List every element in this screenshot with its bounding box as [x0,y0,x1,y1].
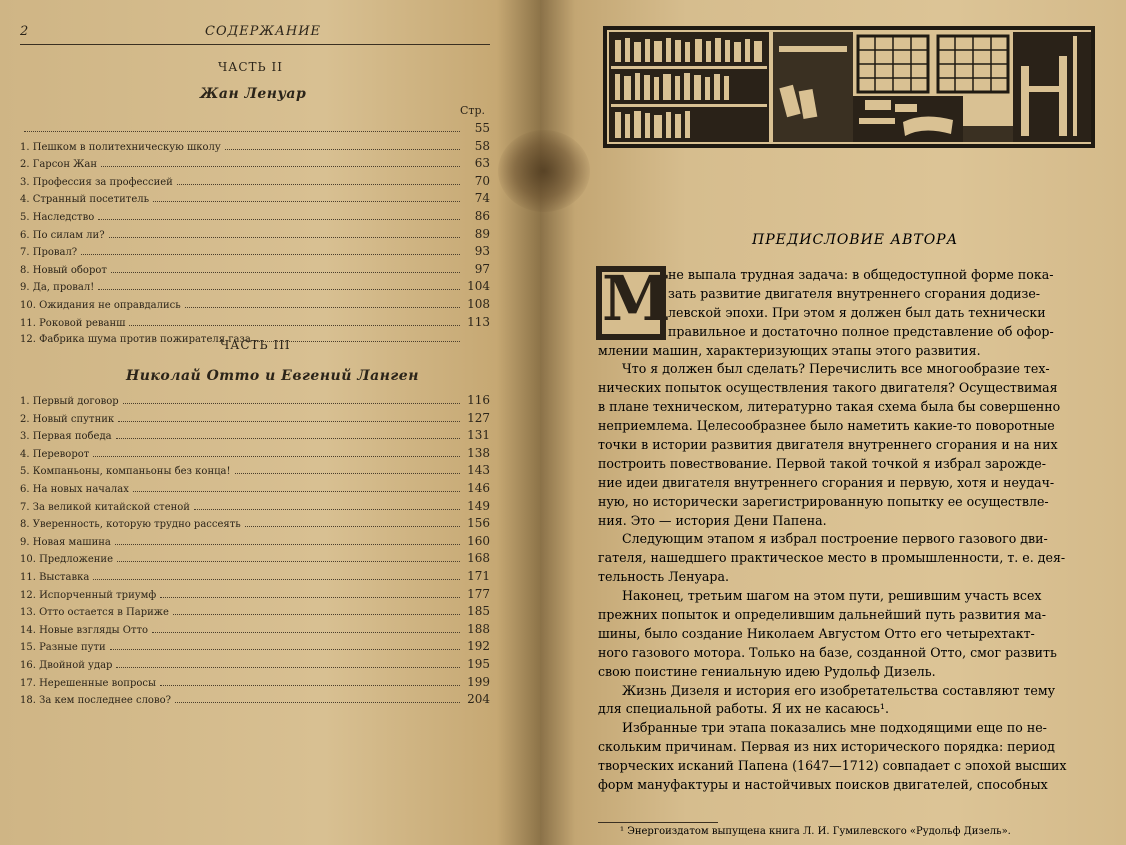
toc-dot-leader [93,578,460,580]
toc-dot-leader [111,271,460,273]
page-number: 2 [20,24,29,39]
part-3-title: Николай Отто и Евгений Ланген [126,368,419,384]
toc-entry-page: 127 [467,410,490,425]
toc-dot-leader [175,701,460,703]
toc-entry-page: 156 [467,516,490,531]
toc-entry-page: 55 [474,121,490,135]
toc-entry-title: 17. Нерешенные вопросы [20,677,156,689]
toc-entry-page: 149 [467,498,490,513]
preface-line: тельность Ленуара. [598,569,729,585]
toc-entry-title: 11. Роковой реванш [20,317,126,329]
toc-entry [20,296,490,314]
toc-entry-page: 113 [467,314,490,329]
toc-dot-leader [24,130,460,132]
toc-dot-leader [177,183,460,185]
toc-entry [20,120,490,138]
toc-dot-leader [123,402,460,404]
toc-entry-title: 5. Наследство [20,211,95,223]
toc-entry-title: 1. Пешком в политехническую школу [20,141,221,153]
toc-entry [20,656,490,674]
toc-dot-leader [117,560,460,562]
preface-line: творческих исканий Папена (1647—1712) совпадает с эпохой высших [598,758,1067,774]
toc-entry-page: 146 [467,480,490,495]
preface-line: правильное и достаточно полное представление об офор- [668,323,1054,339]
toc-entry-page: 74 [474,191,490,206]
preface-line: млении машин, характеризующих этапы этого развития. [598,342,981,358]
toc-entry [20,515,490,533]
toc-dot-leader [110,648,460,650]
toc-entry [20,392,490,410]
toc-entry-page: 108 [467,296,490,311]
preface-body [598,266,1094,795]
toc-dot-leader [235,472,460,474]
preface-line: шины, было создание Николаем Августом Отто его четырехтакт- [598,625,1035,641]
library-woodcut-illustration [603,26,1095,148]
part-2-label: ЧАСТЬ II [218,60,283,74]
toc-entry-page: 199 [467,674,490,689]
toc-entry-page: 143 [467,463,490,478]
toc-entry-page: 89 [474,226,490,241]
toc-entry-title: 16. Двойной удар [20,659,113,671]
toc-dot-leader [98,218,460,220]
preface-line: не выпала трудная задача: в общедоступной форме пока- [668,267,1054,282]
toc-entry-title: 4. Странный посетитель [20,194,150,206]
page-column-label: Стр. [460,104,486,117]
toc-entry [20,243,490,261]
toc-entry-title: 6. На новых началах [20,483,129,495]
toc-entry [20,261,490,279]
toc-entry-page: 177 [467,586,490,601]
toc-entry-page: 58 [474,138,490,153]
toc-entry-title: 3. Первая победа [20,431,112,443]
preface-line: неприемлема. Целесообразнее было наметить какие-то поворотные [598,418,1055,434]
toc-entry-title: 14. Новые взгляды Отто [20,624,149,636]
toc-dot-leader [93,455,460,457]
toc-entry-page: 188 [467,621,490,636]
toc-entry-title: 18. За кем последнее слово? [20,695,171,707]
toc-entry-page: 168 [467,551,490,566]
toc-dot-leader [81,253,460,255]
toc-entry-page: 131 [467,428,490,443]
toc-entry-title: 7. За великой китайской стеной [20,501,190,513]
toc-entry-page: 204 [467,692,490,707]
toc-entry-title: 4. Переворот [20,448,90,460]
toc-entry [20,226,490,244]
toc-entry [20,190,490,208]
toc-entry [20,638,490,656]
toc-entry [20,691,490,709]
preface-line: левской эпохи. При этом я должен был дать технически [668,304,1046,320]
toc-entry-title: 12. Фабрика шума против пожирателя газа [20,334,251,346]
toc-dot-leader [101,165,460,167]
toc-entry [20,314,490,332]
preface-line: скольким причинам. Первая из них исторического порядка: период [598,739,1055,755]
toc-entry-title: 3. Профессия за профессией [20,176,173,188]
toc-dot-leader [194,508,460,510]
toc-entry-title: 10. Ожидания не оправдались [20,299,181,311]
toc-entry [20,462,490,480]
preface-line: зать развитие двигателя внутреннего сгорания додизе- [668,285,1041,301]
toc-entry [20,498,490,516]
toc-dot-leader [98,288,460,290]
running-header [0,24,540,42]
preface-title: ПРЕДИСЛОВИЕ АВТОРА [752,232,959,248]
toc-entry-title: 15. Разные пути [20,642,106,654]
toc-entry-title: 8. Уверенность, которую трудно рассеять [20,519,241,531]
toc-entry [20,674,490,692]
toc-entry [20,427,490,445]
header-rule [20,44,490,45]
toc-entry [20,208,490,226]
toc-dot-leader [116,666,460,668]
toc-dot-leader [173,613,460,615]
toc-entry [20,173,490,191]
toc-entry-page: 63 [474,156,490,171]
toc-dot-leader [152,631,460,633]
preface-line: построить повествование. Первой такой точкой я избрал зарожде- [598,455,1046,471]
toc-dot-leader [160,596,460,598]
toc-entry [20,533,490,551]
preface-line: ние идеи двигателя внутреннего сгорания и первую, хотя и неудач- [598,474,1055,490]
toc-entry [20,550,490,568]
preface-line: ного газового мотора. Только на базе, созданной Отто, смог развить [598,644,1057,660]
preface-line: точки в истории развития двигателя внутреннего сгорания и на них [598,437,1058,453]
toc-entry-title: 7. Провал? [20,247,78,259]
toc-entry-title: 9. Да, провал! [20,282,95,294]
toc-part-3 [20,392,490,709]
preface-line: Избранные три этапа показались мне подходящими еще по не- [622,720,1047,736]
toc-dot-leader [245,525,460,527]
toc-dot-leader [185,306,460,308]
toc-dot-leader [116,437,460,439]
toc-entry [20,621,490,639]
toc-entry-page: 171 [467,568,490,583]
toc-entry-title: 11. Выставка [20,571,90,583]
toc-dot-leader [160,684,460,686]
toc-entry-title: 10. Предложение [20,554,114,566]
toc-entry-page: 70 [474,173,490,188]
toc-entry-title: 1. Первый договор [20,396,119,407]
part-2-title: Жан Ленуар [200,86,307,102]
toc-entry-title: 5. Компаньоны, компаньоны без конца! [20,466,231,478]
preface-line: Что я должен был сделать? Перечислить все многообразие тех- [622,361,1050,377]
preface-line: Наконец, третьим шагом на этом пути, решившим участь всех [622,588,1042,604]
toc-entry-page: 116 [467,393,490,407]
toc-entry [20,138,490,156]
left-page-contents [0,0,540,845]
preface-line: Жизнь Дизеля и история его изобретательства составляют тему [622,682,1056,698]
toc-entry [20,445,490,463]
toc-dot-leader [118,420,460,422]
toc-entry-page: 97 [474,261,490,276]
toc-entry [20,480,490,498]
toc-dot-leader [109,236,460,238]
toc-entry-page: 160 [467,533,490,548]
toc-entry [20,410,490,428]
footnote-rule [598,822,718,823]
toc-entry-page: 185 [467,604,490,619]
toc-entry [20,568,490,586]
toc-entry-page: 192 [467,639,490,654]
toc-dot-leader [153,200,460,202]
toc-entry-title: 8. Новый оборот [20,264,107,276]
toc-entry-title: 12. Испорченный триумф [20,589,157,601]
preface-line: ную, но исторически зарегистрированную попытку ее осуществле- [598,493,1049,509]
toc-entry-page: 104 [467,279,490,294]
toc-entry-page: 138 [467,445,490,460]
preface-line: ния. Это — история Дени Папена. [598,512,827,528]
drop-cap-letter: М [602,262,671,335]
preface-line: прежних попыток и определившим дальнейший путь развития ма- [598,607,1046,623]
toc-entry-title: 2. Новый спутник [20,413,115,425]
footnote: ¹ Энергоиздатом выпущена книга Л. И. Гумилевского «Рудольф Дизель». [620,826,1011,837]
toc-entry-page: 93 [474,244,490,259]
toc-entry [20,278,490,296]
toc-dot-leader [225,148,460,150]
toc-part-2 [20,120,490,349]
toc-entry-title: 2. Гарсон Жан [20,159,98,171]
toc-entry [20,586,490,604]
toc-entry-title: 13. Отто остается в Париже [20,607,169,619]
toc-entry-page: 195 [467,656,490,671]
part-3-label: ЧАСТЬ III [220,338,291,352]
preface-line: свою поистине гениальную идею Рудольф Дизель. [598,663,936,679]
paper-stain [498,130,590,212]
preface-line: для специальной работы. Я их не касаюсь¹. [598,701,889,717]
toc-entry-title: 9. Новая машина [20,536,111,548]
toc-dot-leader [129,324,460,326]
preface-line: в плане техническом, литературно такая схема была бы совершенно [598,399,1061,415]
preface-line: гателя, нашедшего практическое место в промышленности, т. е. дея- [598,550,1066,566]
toc-entry-page: 86 [474,208,490,223]
toc-dot-leader [115,543,460,545]
toc-entry-title: 6. По силам ли? [20,229,105,241]
preface-line: Следующим этапом я избрал построение первого газового дви- [622,531,1048,547]
toc-entry [20,155,490,173]
preface-line: форм мануфактуры и настойчивых поисков двигателей, способных [598,777,1048,793]
toc-dot-leader [133,490,460,492]
preface-line: нических попыток осуществления такого двигателя? Осуществимая [598,380,1058,396]
running-title: СОДЕРЖАНИЕ [205,24,322,39]
toc-entry [20,603,490,621]
